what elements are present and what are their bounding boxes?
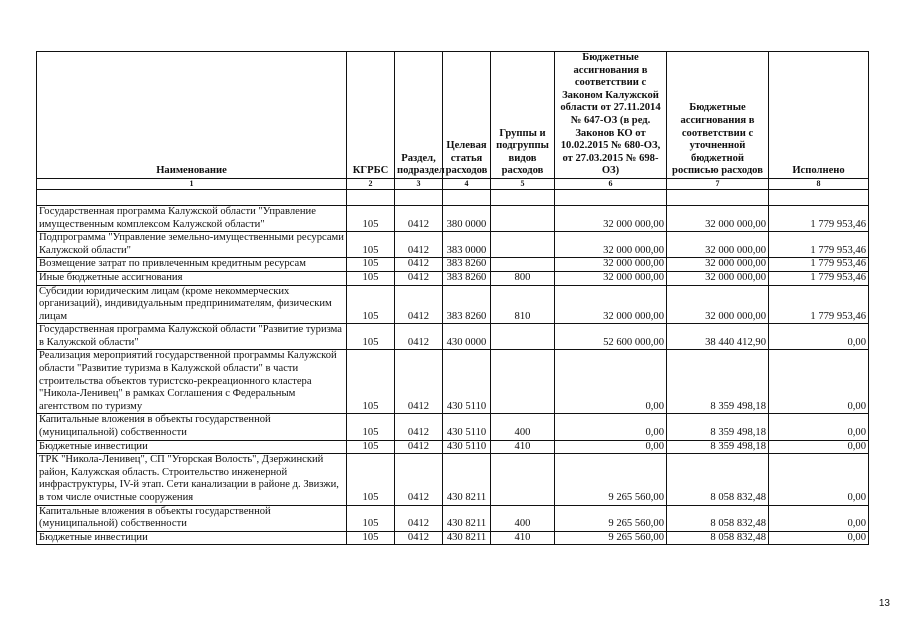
row-law-amount-cell: 32 000 000,00 [555, 232, 667, 258]
column-number: 3 [395, 178, 443, 189]
row-group-cell [491, 350, 555, 414]
row-refined-amount-cell: 8 359 498,18 [667, 414, 769, 440]
row-executed-amount-cell: 0,00 [769, 324, 869, 350]
row-name-cell: Субсидии юридическим лицам (кроме некоммерческих организаций), индивидуальным предпринимателям, физическим лицам [37, 285, 347, 324]
row-group-cell: 400 [491, 414, 555, 440]
row-kgrbs-cell: 105 [347, 271, 395, 285]
row-name-cell: Государственная программа Калужской области "Управление имущественным комплексом Калужской области" [37, 205, 347, 231]
row-refined-amount-cell: 8 359 498,18 [667, 350, 769, 414]
row-target-cell: 430 8211 [443, 454, 491, 505]
row-name-cell: Иные бюджетные ассигнования [37, 271, 347, 285]
row-law-amount-cell: 32 000 000,00 [555, 285, 667, 324]
row-executed-amount-cell: 0,00 [769, 505, 869, 531]
row-executed-amount-cell: 1 779 953,46 [769, 271, 869, 285]
row-executed-amount-cell: 1 779 953,46 [769, 232, 869, 258]
row-group-cell [491, 258, 555, 272]
row-kgrbs-cell: 105 [347, 232, 395, 258]
row-name-cell: Подпрограмма "Управление земельно-имущественными ресурсами Калужской области" [37, 232, 347, 258]
column-number: 2 [347, 178, 395, 189]
row-section-cell: 0412 [395, 505, 443, 531]
row-executed-amount-cell: 1 779 953,46 [769, 285, 869, 324]
row-executed-amount-cell: 0,00 [769, 531, 869, 545]
row-name-cell: Реализация мероприятий государственной программы Калужской области "Развитие туризма в Калужской области" в части строительства объектов туристско-рекреационного кластера "Никола-Ленивец" в рамках Соглашения с Федеральным агентством по туризму [37, 350, 347, 414]
table-row [37, 258, 869, 272]
row-section-cell: 0412 [395, 454, 443, 505]
row-law-amount-cell: 0,00 [555, 440, 667, 454]
header-executed: Исполнено [769, 52, 869, 179]
header-name: Наименование [37, 52, 347, 179]
row-section-cell: 0412 [395, 232, 443, 258]
row-target-cell: 430 5110 [443, 414, 491, 440]
row-group-cell: 410 [491, 440, 555, 454]
table-row [37, 205, 869, 231]
row-section-cell: 0412 [395, 324, 443, 350]
table-row [37, 350, 869, 414]
row-kgrbs-cell: 105 [347, 258, 395, 272]
row-target-cell: 430 5110 [443, 350, 491, 414]
row-refined-amount-cell: 8 359 498,18 [667, 440, 769, 454]
row-section-cell: 0412 [395, 414, 443, 440]
row-kgrbs-cell: 105 [347, 414, 395, 440]
row-group-cell: 800 [491, 271, 555, 285]
row-section-cell: 0412 [395, 531, 443, 545]
row-section-cell: 0412 [395, 285, 443, 324]
row-kgrbs-cell: 105 [347, 285, 395, 324]
row-executed-amount-cell: 1 779 953,46 [769, 205, 869, 231]
header-groups: Группы и подгруппы видов расходов [491, 52, 555, 179]
row-name-cell: Капитальные вложения в объекты государственной (муниципальной) собственности [37, 505, 347, 531]
row-refined-amount-cell: 8 058 832,48 [667, 454, 769, 505]
row-refined-amount-cell: 8 058 832,48 [667, 505, 769, 531]
row-name-cell: Бюджетные инвестиции [37, 531, 347, 545]
table-row [37, 285, 869, 324]
row-refined-amount-cell: 32 000 000,00 [667, 258, 769, 272]
row-refined-amount-cell: 32 000 000,00 [667, 232, 769, 258]
row-section-cell: 0412 [395, 205, 443, 231]
column-number: 1 [37, 178, 347, 189]
row-name-cell: Государственная программа Калужской области "Развитие туризма в Калужской области" [37, 324, 347, 350]
table-row [37, 505, 869, 531]
row-kgrbs-cell: 105 [347, 505, 395, 531]
row-target-cell: 383 8260 [443, 271, 491, 285]
column-number-row [37, 178, 869, 189]
row-name-cell: Капитальные вложения в объекты государственной (муниципальной) собственности [37, 414, 347, 440]
column-number: 5 [491, 178, 555, 189]
row-kgrbs-cell: 105 [347, 454, 395, 505]
header-kgrbs: КГРБС [347, 52, 395, 179]
row-target-cell: 383 8260 [443, 285, 491, 324]
row-law-amount-cell: 52 600 000,00 [555, 324, 667, 350]
row-executed-amount-cell: 0,00 [769, 440, 869, 454]
column-number: 6 [555, 178, 667, 189]
row-law-amount-cell: 9 265 560,00 [555, 531, 667, 545]
row-kgrbs-cell: 105 [347, 324, 395, 350]
row-section-cell: 0412 [395, 440, 443, 454]
row-section-cell: 0412 [395, 258, 443, 272]
row-name-cell: Возмещение затрат по привлеченным кредитным ресурсам [37, 258, 347, 272]
spacer-row [37, 189, 869, 205]
header-law: Бюджетные ассигнования в соответствии с Законом Калужской области от 27.11.2014 № 647-ОЗ (в ред. Законов КО от 10.02.2015 № 680-ОЗ, от 27.03.2015 № 698-ОЗ) [555, 52, 667, 179]
row-group-cell [491, 454, 555, 505]
row-group-cell [491, 232, 555, 258]
header-section: Раздел, подраздел [395, 52, 443, 179]
row-target-cell: 430 8211 [443, 505, 491, 531]
row-refined-amount-cell: 8 058 832,48 [667, 531, 769, 545]
table-row [37, 440, 869, 454]
row-law-amount-cell: 9 265 560,00 [555, 505, 667, 531]
page-number: 13 [878, 598, 890, 609]
column-number: 8 [769, 178, 869, 189]
row-executed-amount-cell: 0,00 [769, 414, 869, 440]
header-target: Целевая статья расходов [443, 52, 491, 179]
row-refined-amount-cell: 32 000 000,00 [667, 271, 769, 285]
table-row [37, 232, 869, 258]
table-row [37, 454, 869, 505]
row-group-cell: 810 [491, 285, 555, 324]
row-section-cell: 0412 [395, 271, 443, 285]
row-law-amount-cell: 0,00 [555, 414, 667, 440]
row-target-cell: 430 5110 [443, 440, 491, 454]
row-law-amount-cell: 9 265 560,00 [555, 454, 667, 505]
row-target-cell: 383 0000 [443, 232, 491, 258]
row-refined-amount-cell: 38 440 412,90 [667, 324, 769, 350]
row-kgrbs-cell: 105 [347, 350, 395, 414]
row-group-cell [491, 324, 555, 350]
row-group-cell [491, 205, 555, 231]
table-row [37, 324, 869, 350]
row-target-cell: 430 8211 [443, 531, 491, 545]
row-section-cell: 0412 [395, 350, 443, 414]
row-law-amount-cell: 0,00 [555, 350, 667, 414]
row-executed-amount-cell: 0,00 [769, 454, 869, 505]
column-number: 4 [443, 178, 491, 189]
header-refined: Бюджетные ассигнования в соответствии с уточненной бюджетной росписью расходов [667, 52, 769, 179]
row-kgrbs-cell: 105 [347, 531, 395, 545]
row-name-cell: Бюджетные инвестиции [37, 440, 347, 454]
row-law-amount-cell: 32 000 000,00 [555, 205, 667, 231]
table-row [37, 414, 869, 440]
row-target-cell: 383 8260 [443, 258, 491, 272]
row-law-amount-cell: 32 000 000,00 [555, 271, 667, 285]
row-executed-amount-cell: 0,00 [769, 350, 869, 414]
row-group-cell: 400 [491, 505, 555, 531]
row-target-cell: 380 0000 [443, 205, 491, 231]
table-row [37, 271, 869, 285]
row-refined-amount-cell: 32 000 000,00 [667, 285, 769, 324]
row-executed-amount-cell: 1 779 953,46 [769, 258, 869, 272]
row-law-amount-cell: 32 000 000,00 [555, 258, 667, 272]
budget-table [36, 51, 869, 545]
column-number: 7 [667, 178, 769, 189]
table-row [37, 531, 869, 545]
row-refined-amount-cell: 32 000 000,00 [667, 205, 769, 231]
row-kgrbs-cell: 105 [347, 205, 395, 231]
row-target-cell: 430 0000 [443, 324, 491, 350]
row-group-cell: 410 [491, 531, 555, 545]
row-kgrbs-cell: 105 [347, 440, 395, 454]
row-name-cell: ТРК "Никола-Ленивец", СП "Угорская Волость", Дзержинский район, Калужская область. Строительство инженерной инфраструктуры, IV-й этап. Сети канализации в районе д. Звизжи, в том числе очистные сооружения [37, 454, 347, 505]
